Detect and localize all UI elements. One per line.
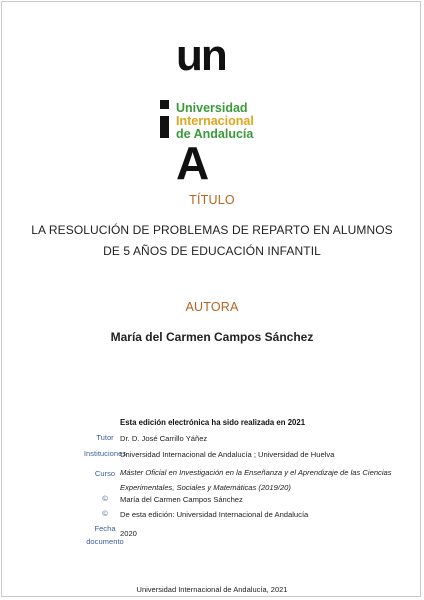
logo-wordmark [176, 102, 254, 141]
meta-label: Fecha documento [86, 524, 124, 546]
logo-i-stem [160, 116, 169, 138]
meta-value: María del Carmen Campos Sánchez [120, 495, 243, 504]
logo-line-internacional: Internacional [176, 114, 254, 128]
logo-letter-a: A [176, 137, 210, 189]
meta-value: Máster Oficial en Investigación en la Enseñanza y el Aprendizaje de las Ciencias Experimentales, Sociales y Matemáticas (2019/20) [120, 468, 392, 492]
meta-value: De esta edición: Universidad Internacional de Andalucía [120, 510, 309, 519]
meta-value: 2020 [120, 529, 137, 538]
logo-i-dot [160, 100, 169, 109]
meta-label: Tutor [96, 433, 114, 442]
logo-letters-un: un [176, 31, 226, 80]
footer: Universidad Internacional de Andalucía, 2021 [136, 585, 288, 594]
logo-line-universidad: Universidad [176, 101, 248, 115]
title-line-1: LA RESOLUCIÓN DE PROBLEMAS DE REPARTO EN ALUMNOS [31, 223, 393, 237]
author-name: María del Carmen Campos Sánchez [110, 330, 314, 344]
meta-label: Instituciones [83, 449, 127, 458]
meta-value: Dr. D. José Carrillo Yáñez [120, 434, 208, 443]
logo-line-andalucia: de Andalucía [176, 127, 254, 141]
edition-note: Esta edición electrónica ha sido realizada en 2021 [120, 418, 306, 427]
meta-label: © [102, 509, 108, 518]
title-heading: TÍTULO [189, 193, 235, 207]
author-heading: AUTORA [185, 300, 239, 314]
meta-label: Curso [94, 469, 116, 478]
meta-label: © [102, 494, 108, 503]
unia-logo [176, 31, 276, 189]
title-line-2: DE 5 AÑOS DE EDUCACIÓN INFANTIL [103, 244, 321, 258]
meta-value: Universidad Internacional de Andalucía ; Universidad de Huelva [120, 450, 335, 459]
